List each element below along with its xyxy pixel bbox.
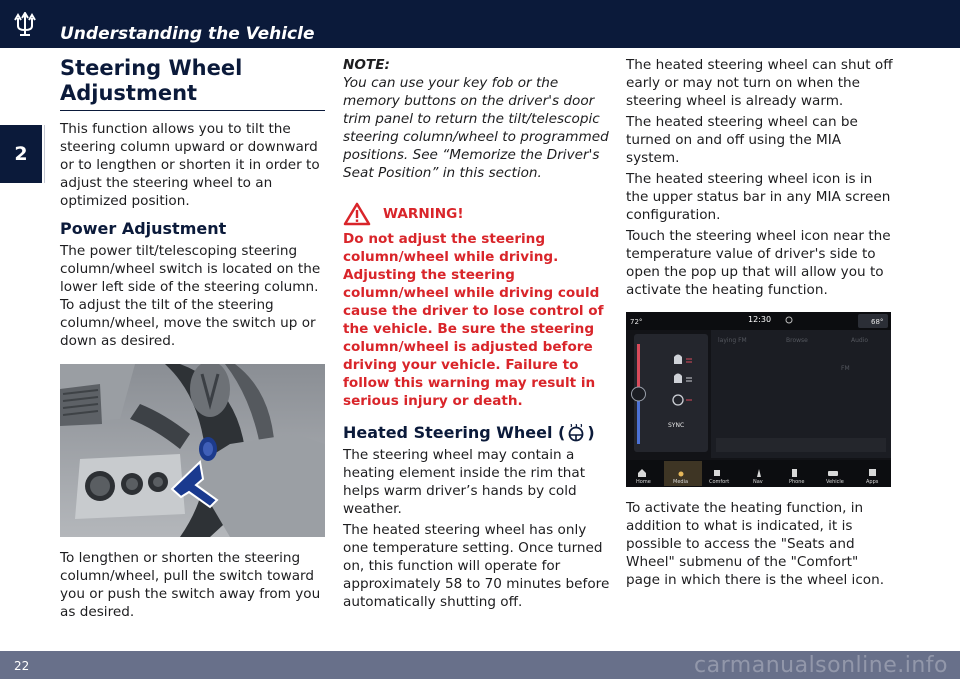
sync-button[interactable]: SYNC <box>668 422 685 429</box>
chapter-divider <box>44 125 45 183</box>
title-rule <box>60 110 325 111</box>
header-title: Understanding the Vehicle <box>60 24 315 44</box>
seat-heat-icon[interactable] <box>674 355 682 365</box>
comfort-icon <box>714 470 720 476</box>
heated-steering-wheel-icon <box>566 424 586 442</box>
mia-tab-1[interactable]: laying FM <box>718 337 747 344</box>
mia-tab-2[interactable]: Browse <box>786 337 808 344</box>
note-paragraph: You can use your key fob or the memory buttons on the driver's door trim panel to return the tilt/telescopic steering column/wheel to programmed positions. See “Memorize the Driver's Seat Position” in this section. <box>343 75 609 181</box>
apps-icon <box>869 469 876 476</box>
header-bar <box>0 0 960 48</box>
steering-column-switch-photo <box>60 364 325 537</box>
nav-vehicle[interactable]: Vehicle <box>826 479 844 485</box>
media-icon <box>679 472 684 477</box>
nav-media[interactable]: Media <box>673 479 689 485</box>
mia-screen-image <box>626 312 891 487</box>
lengthen-paragraph: To lengthen or shorten the steering column/wheel, pull the switch toward you or push the switch away from you as desired. <box>60 550 321 620</box>
nav-phone[interactable]: Phone <box>789 479 805 485</box>
note-title: NOTE: <box>343 57 390 73</box>
intro-paragraph: This function allows you to tilt the steering column upward or downward or to lengthen or shorten it in order to adjust the steering wheel to an optimized position. <box>60 121 320 209</box>
warning-title: WARNING! <box>383 206 464 222</box>
chapter-tab: 2 <box>0 125 42 183</box>
heated-paragraph-2: The heated steering wheel has only one temperature setting. Once turned on, this function will operate for approximately 58 to 70 minutes before automatically shutting off. <box>343 522 610 610</box>
warning-triangle-icon <box>343 202 371 226</box>
mia-time: 12:30 <box>748 315 772 324</box>
watermark: carmanualsonline.info <box>694 653 948 678</box>
footer-bar <box>0 651 960 679</box>
heated-heading-text: Heated Steering Wheel ( <box>343 423 566 442</box>
mia-band-label: FM <box>841 365 850 372</box>
warning-header <box>343 202 611 226</box>
mia-temp-left: 72° <box>630 318 643 326</box>
col3-paragraph-1: The heated steering wheel can shut off early or may not turn on when the steering wheel is already warm. <box>626 57 893 109</box>
mia-tab-3[interactable]: Audio <box>851 337 869 344</box>
section-title: Steering Wheel Adjustment <box>60 56 243 105</box>
vehicle-icon <box>828 471 838 476</box>
nav-nav[interactable]: Nav <box>753 479 763 485</box>
nav-comfort[interactable]: Comfort <box>709 479 730 485</box>
seat-vent-icon[interactable] <box>674 374 682 384</box>
trident-icon <box>10 12 40 38</box>
heated-steering-wheel-heading <box>343 423 611 443</box>
phone-icon <box>792 469 797 477</box>
column-1 <box>60 56 325 624</box>
warning-paragraph: Do not adjust the steering column/wheel while driving. Adjusting the steering column/wheel while driving could cause the driver to lose control of the vehicle. Be sure the steering column/wheel is adjusted before driving your vehicle. Failure to follow this warning may result in serious injury or death. <box>343 231 604 409</box>
power-adjustment-paragraph: The power tilt/telescoping steering column/wheel switch is located on the lower left side of the steering column. To adjust the tilt of the steering column/wheel, move the switch up or down as desired. <box>60 243 321 349</box>
nav-apps[interactable]: Apps <box>866 479 879 485</box>
heated-paragraph-1: The steering wheel may contain a heating element inside the rim that helps warm driver’s hands by cold weather. <box>343 447 586 517</box>
power-adjustment-heading: Power Adjustment <box>60 219 227 238</box>
nav-home[interactable]: Home <box>636 479 651 485</box>
page-number: 22 <box>14 659 30 673</box>
column-3 <box>626 56 894 592</box>
column-2 <box>343 56 611 614</box>
col3-paragraph-5: To activate the heating function, in addition to what is indicated, it is possible to access the "Seats and Wheel" submenu of the "Comfort" page in which there is the wheel icon. <box>626 500 885 588</box>
heated-heading-close: ) <box>587 423 595 442</box>
col3-paragraph-3: The heated steering wheel icon is in the upper status bar in any MIA screen configuration. <box>626 171 891 223</box>
col3-paragraph-4: Touch the steering wheel icon near the temperature value of driver's side to open the pop up that will allow you to activate the heating function. <box>626 228 891 298</box>
col3-paragraph-2: The heated steering wheel can be turned on and off using the MIA system. <box>626 114 858 166</box>
mia-temp-right: 68° <box>871 318 884 326</box>
